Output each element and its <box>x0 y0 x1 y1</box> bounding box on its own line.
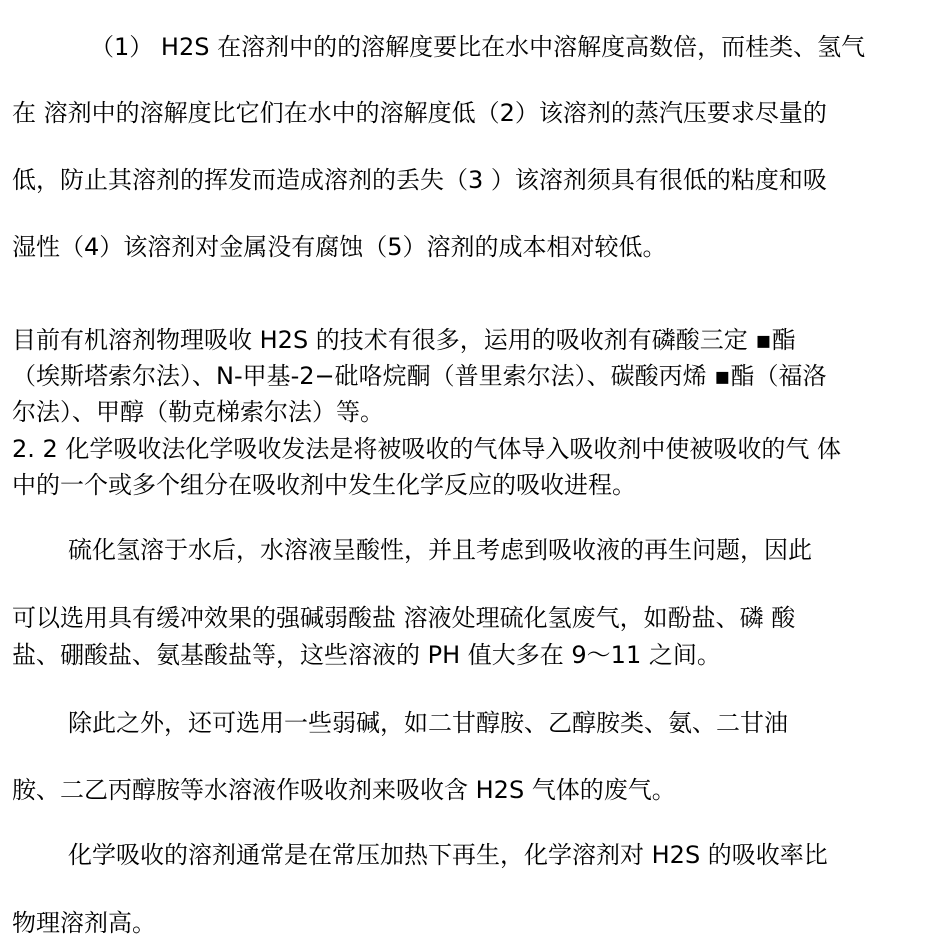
text-line: 物理溶剂高。 <box>12 909 156 937</box>
text-line: 除此之外，还可选用一些弱碱，如二甘醇胺、乙醇胺类、氨、二甘油 <box>68 709 788 737</box>
text-line: 尔法）、甲醇（勒克梯索尔法）等。 <box>12 398 384 426</box>
text-line: 湿性（4）该溶剂对金属没有腐蚀（5）溶剂的成本相对较低。 <box>12 233 667 261</box>
text-line: 盐、硼酸盐、氨基酸盐等，这些溶液的 PH 值大多在 9〜11 之间。 <box>12 641 721 669</box>
text-line: 可以选用具有缓冲效果的强碱弱酸盐 溶液处理硫化氢废气，如酚盐、磷 酸 <box>12 604 796 632</box>
text-line: （埃斯塔索尔法）、N-甲基-2−砒咯烷酮（普里索尔法）、碳酸丙烯 ▪酯（福洛 <box>12 362 827 390</box>
text-line: 低，防止其溶剂的挥发而造成溶剂的丢失（3 ）该溶剂须具有很低的粘度和吸 <box>12 166 827 194</box>
text-line: 胺、二乙丙醇胺等水溶液作吸收剂来吸收含 H2S 气体的废气。 <box>12 776 676 804</box>
text-line: 目前有机溶剂物理吸收 H2S 的技术有很多，运用的吸收剂有磷酸三定 ▪酯 <box>12 326 796 354</box>
section-heading-line: 2. 2 化学吸收法化学吸收发法是将被吸收的气体导入吸收剂中使被吸收的气 体 <box>12 435 842 463</box>
text-line: 在 溶剂中的溶解度比它们在水中的溶解度低（2）该溶剂的蒸汽压要求尽量的 <box>12 99 827 127</box>
text-line: 化学吸收的溶剂通常是在常压加热下再生，化学溶剂对 H2S 的吸收率比 <box>68 841 828 869</box>
text-line: 硫化氢溶于水后，水溶液呈酸性，并且考虑到吸收液的再生问题，因此 <box>68 536 812 564</box>
text-line: （1） H2S 在溶剂中的的溶解度要比在水中溶解度高数倍，而桂类、氢气 <box>90 33 866 61</box>
text-line: 中的一个或多个组分在吸收剂中发生化学反应的吸收进程。 <box>12 471 636 499</box>
